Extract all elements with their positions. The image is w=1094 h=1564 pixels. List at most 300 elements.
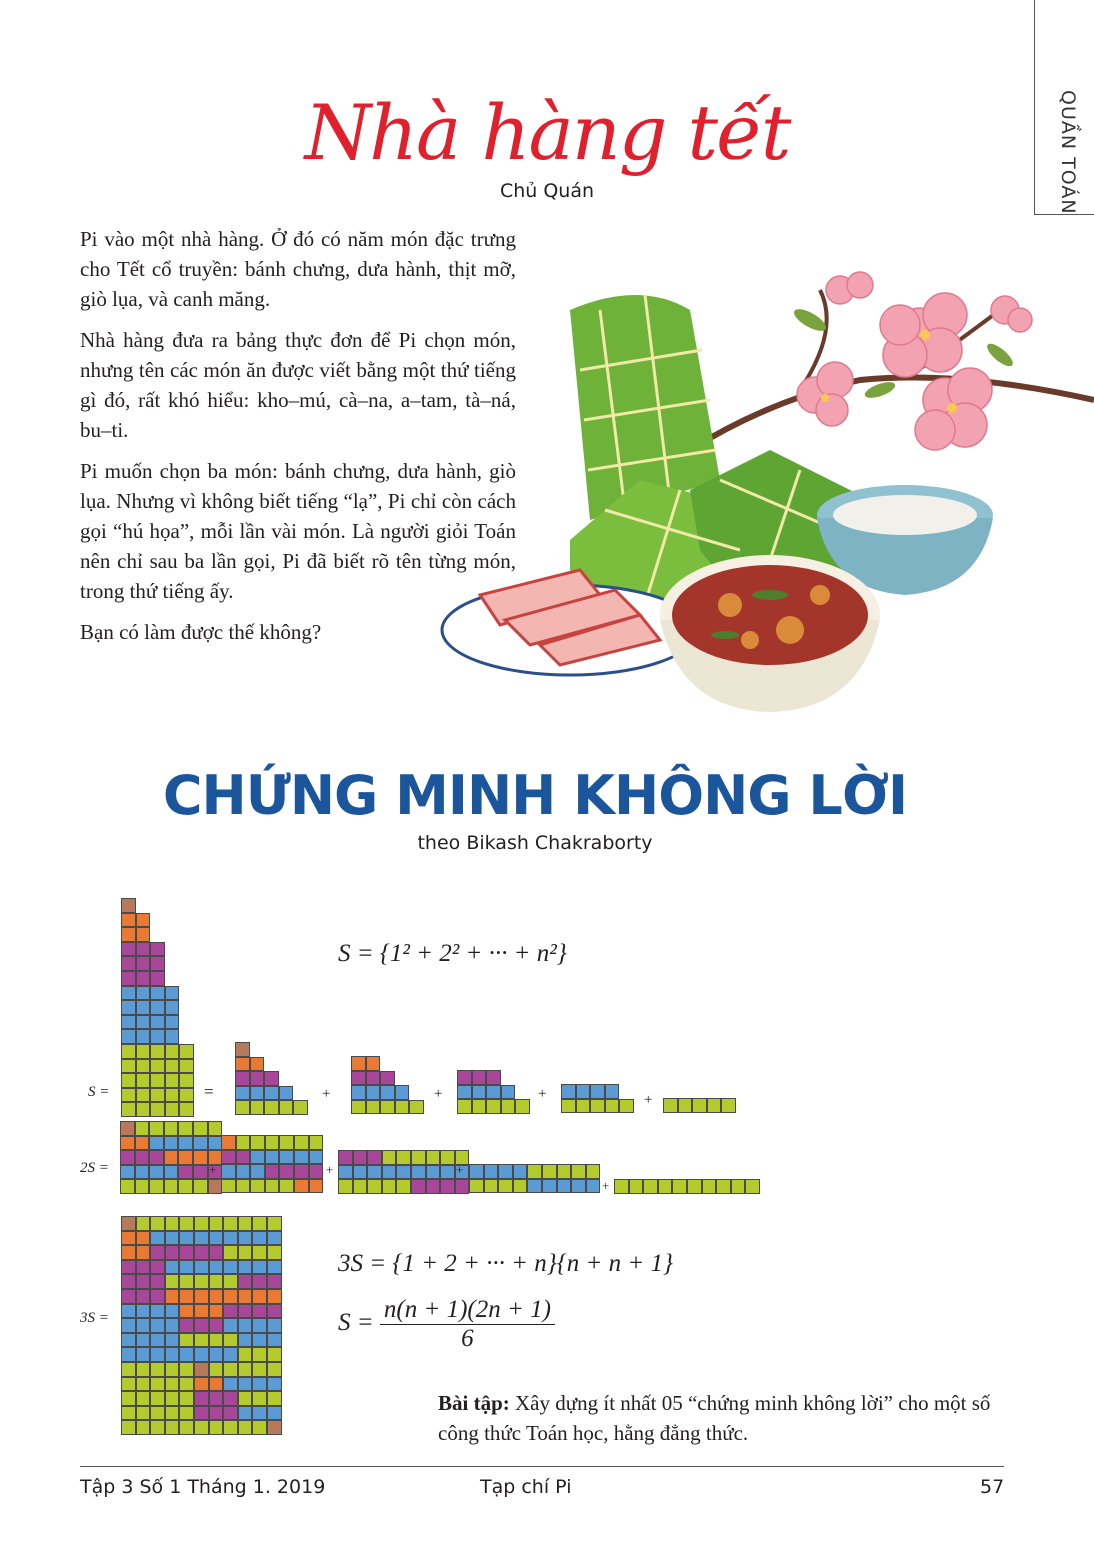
grid-cell	[193, 1150, 208, 1165]
grid-cell	[136, 971, 151, 986]
grid-cell	[136, 1289, 151, 1304]
grid-cell	[223, 1274, 238, 1289]
grid-cell	[658, 1179, 673, 1194]
grid-cell	[150, 1362, 165, 1377]
grid-cell	[221, 1135, 236, 1150]
grid-cell	[501, 1085, 516, 1100]
grid-cell	[221, 1164, 236, 1179]
grid-cell	[250, 1135, 265, 1150]
grid-cell	[121, 927, 136, 942]
grid-cell	[209, 1304, 224, 1319]
grid-cell	[380, 1085, 395, 1100]
grid-cell	[267, 1231, 282, 1246]
footer-rule	[80, 1466, 1004, 1467]
grid-cell	[721, 1098, 736, 1113]
grid-cell	[643, 1179, 658, 1194]
grid-cell	[561, 1099, 576, 1114]
grid-cell	[136, 1029, 151, 1044]
grid-cell	[223, 1245, 238, 1260]
grid-cell	[121, 1216, 136, 1231]
grid-cell	[121, 898, 136, 913]
paragraph: Pi vào một nhà hàng. Ở đó có năm món đặc trưng cho Tết cổ truyền: bánh chưng, dưa hành, thịt mỡ, giò lụa, và canh măng.	[80, 227, 516, 311]
grid-cell	[135, 1136, 150, 1151]
grid-cell	[382, 1165, 397, 1180]
grid-cell	[380, 1100, 395, 1115]
grid-cell	[179, 1318, 194, 1333]
exercise-text: Xây dựng ít nhất 05 “chứng minh không lời” cho một số công thức Toán học, hằng đẳng thức.	[438, 1391, 991, 1445]
label-3s: 3S =	[80, 1310, 109, 1326]
grid-cell	[221, 1150, 236, 1165]
tet-food-illustration	[440, 250, 1094, 720]
article-author: Chủ Quán	[499, 180, 595, 202]
grid-cell	[309, 1135, 324, 1150]
grid-cell	[267, 1216, 282, 1231]
exercise-label: Bài tập:	[438, 1391, 510, 1415]
grid-cell	[252, 1245, 267, 1260]
grid-cell	[238, 1406, 253, 1421]
grid-cell	[252, 1362, 267, 1377]
grid-cell	[223, 1377, 238, 1392]
label-2s: 2S =	[80, 1160, 109, 1176]
grid-cell	[411, 1179, 426, 1194]
grid-cell	[136, 1102, 151, 1117]
grid-cell	[380, 1071, 395, 1086]
grid-cell	[194, 1289, 209, 1304]
grid-cell	[395, 1085, 410, 1100]
grid-cell	[527, 1179, 542, 1194]
grid-cell	[338, 1165, 353, 1180]
grid-cell	[136, 1073, 151, 1088]
grid-cell	[165, 1333, 180, 1348]
grid-cell	[165, 1015, 180, 1030]
grid-cell	[120, 1136, 135, 1151]
grid-cell	[426, 1165, 441, 1180]
grid-cell	[366, 1100, 381, 1115]
grid-cell	[150, 1044, 165, 1059]
grid-cell	[194, 1377, 209, 1392]
grid-cell	[150, 1420, 165, 1435]
grid-cell	[179, 1216, 194, 1231]
grid-cell	[136, 913, 151, 928]
plus-sign: +	[322, 1086, 331, 1102]
grid-cell	[542, 1179, 557, 1194]
grid-cell	[179, 1274, 194, 1289]
grid-cell	[396, 1179, 411, 1194]
grid-cell	[194, 1406, 209, 1421]
grid-cell	[238, 1289, 253, 1304]
grid-cell	[223, 1391, 238, 1406]
grid-cell	[121, 1362, 136, 1377]
grid-cell	[619, 1099, 634, 1114]
grid-cell	[367, 1165, 382, 1180]
grid-cell	[121, 1000, 136, 1015]
grid-cell	[165, 1044, 180, 1059]
grid-cell	[571, 1179, 586, 1194]
grid-cell	[208, 1121, 223, 1136]
grid-cell	[121, 1044, 136, 1059]
grid-cell	[252, 1377, 267, 1392]
grid-cell	[209, 1245, 224, 1260]
grid-cell	[165, 1260, 180, 1275]
grid-cell	[209, 1318, 224, 1333]
grid-cell	[179, 1102, 194, 1117]
grid-cell	[209, 1216, 224, 1231]
grid-cell	[672, 1179, 687, 1194]
grid-cell	[165, 1391, 180, 1406]
grid-cell	[164, 1150, 179, 1165]
grid-cell	[238, 1347, 253, 1362]
grid-cell	[150, 1377, 165, 1392]
grid-cell	[150, 1391, 165, 1406]
grid-cell	[136, 1245, 151, 1260]
grid-cell	[663, 1098, 678, 1113]
plus-sign: +	[602, 1178, 610, 1193]
grid-cell	[236, 1150, 251, 1165]
grid-cell	[590, 1099, 605, 1114]
grid-cell	[194, 1245, 209, 1260]
grid-cell	[178, 1165, 193, 1180]
grid-cell	[235, 1057, 250, 1072]
grid-cell	[179, 1088, 194, 1103]
grid-cell	[293, 1100, 308, 1115]
grid-cell	[267, 1245, 282, 1260]
grid-cell	[165, 1102, 180, 1117]
grid-cell	[136, 1260, 151, 1275]
grid-cell	[267, 1377, 282, 1392]
grid-cell	[561, 1084, 576, 1099]
grid-cell	[250, 1071, 265, 1086]
grid-cell	[702, 1179, 717, 1194]
grid-cell	[165, 1347, 180, 1362]
grid-cell	[209, 1289, 224, 1304]
grid-cell	[267, 1318, 282, 1333]
grid-cell	[486, 1099, 501, 1114]
grid-cell	[150, 1347, 165, 1362]
grid-cell	[136, 1304, 151, 1319]
grid-cell	[411, 1165, 426, 1180]
grid-cell	[265, 1179, 280, 1194]
grid-cell	[121, 986, 136, 1001]
grid-cell	[209, 1347, 224, 1362]
grid-cell	[382, 1179, 397, 1194]
grid-cell	[149, 1121, 164, 1136]
grid-cell	[236, 1135, 251, 1150]
grid-cell	[150, 1260, 165, 1275]
grid-cell	[150, 1000, 165, 1015]
equals-sign: =	[204, 1082, 214, 1101]
plus-sign: +	[644, 1092, 653, 1108]
grid-cell	[223, 1231, 238, 1246]
grid-cell	[223, 1304, 238, 1319]
grid-cell	[264, 1086, 279, 1101]
grid-cell	[351, 1085, 366, 1100]
grid-cell	[179, 1420, 194, 1435]
grid-cell	[267, 1347, 282, 1362]
grid-cell	[209, 1406, 224, 1421]
grid-cell	[193, 1165, 208, 1180]
grid-cell	[294, 1135, 309, 1150]
grid-cell	[221, 1179, 236, 1194]
grid-cell	[136, 1406, 151, 1421]
grid-cell	[484, 1164, 499, 1179]
grid-cell	[150, 1015, 165, 1030]
grid-cell	[150, 956, 165, 971]
plus-sign: +	[209, 1162, 217, 1177]
grid-cell	[605, 1084, 620, 1099]
grid-cell	[194, 1274, 209, 1289]
grid-cell	[209, 1391, 224, 1406]
grid-cell	[252, 1318, 267, 1333]
grid-cell	[121, 1260, 136, 1275]
grid-cell	[179, 1406, 194, 1421]
grid-cell	[179, 1304, 194, 1319]
grid-cell	[252, 1333, 267, 1348]
grid-cell	[367, 1150, 382, 1165]
grid-cell	[457, 1085, 472, 1100]
grid-cell	[179, 1289, 194, 1304]
grid-cell	[136, 1333, 151, 1348]
grid-cell	[136, 1088, 151, 1103]
grid-cell	[235, 1071, 250, 1086]
grid-cell	[209, 1333, 224, 1348]
grid-cell	[121, 1304, 136, 1319]
grid-cell	[265, 1135, 280, 1150]
grid-cell	[165, 1000, 180, 1015]
section-tab-label: QUẦN TOÁN	[1057, 90, 1079, 215]
grid-cell	[484, 1179, 499, 1194]
grid-cell	[150, 1274, 165, 1289]
grid-cell	[455, 1179, 470, 1194]
grid-cell	[279, 1135, 294, 1150]
grid-cell	[338, 1179, 353, 1194]
grid-cell	[150, 986, 165, 1001]
grid-cell	[252, 1260, 267, 1275]
grid-cell	[223, 1420, 238, 1435]
grid-cell	[486, 1070, 501, 1085]
grid-cell	[501, 1099, 516, 1114]
grid-cell	[411, 1150, 426, 1165]
grid-cell	[120, 1150, 135, 1165]
grid-cell	[264, 1071, 279, 1086]
fraction-denominator: 6	[461, 1325, 474, 1352]
grid-cell	[136, 1044, 151, 1059]
grid-cell	[409, 1100, 424, 1115]
grid-cell	[136, 1015, 151, 1030]
plus-sign: +	[456, 1162, 464, 1177]
grid-cell	[223, 1406, 238, 1421]
grid-cell	[164, 1121, 179, 1136]
grid-cell	[165, 1059, 180, 1074]
grid-cell	[472, 1070, 487, 1085]
grid-cell	[121, 1059, 136, 1074]
grid-cell	[165, 1377, 180, 1392]
grid-cell	[527, 1164, 542, 1179]
grid-cell	[165, 1274, 180, 1289]
grid-cell	[382, 1150, 397, 1165]
grid-cell	[178, 1179, 193, 1194]
grid-cell	[223, 1333, 238, 1348]
plus-sign: +	[538, 1086, 547, 1102]
grid-cell	[136, 1216, 151, 1231]
grid-cell	[194, 1216, 209, 1231]
grid-cell	[121, 1029, 136, 1044]
proof-title: CHỨNG MINH KHÔNG LỜI	[162, 764, 908, 827]
grid-cell	[366, 1085, 381, 1100]
grid-cell	[165, 1231, 180, 1246]
grid-cell	[150, 942, 165, 957]
closed-form-formula	[338, 1296, 555, 1353]
grid-cell	[150, 1029, 165, 1044]
grid-cell	[590, 1084, 605, 1099]
grid-cell	[351, 1071, 366, 1086]
grid-cell	[165, 986, 180, 1001]
grid-cell	[194, 1231, 209, 1246]
grid-cell	[121, 942, 136, 957]
grid-cell	[678, 1098, 693, 1113]
grid-cell	[121, 1420, 136, 1435]
grid-cell	[366, 1056, 381, 1071]
grid-cell	[136, 1347, 151, 1362]
grid-cell	[426, 1179, 441, 1194]
grid-cell	[135, 1179, 150, 1194]
grid-cell	[150, 1245, 165, 1260]
grid-cell	[149, 1150, 164, 1165]
grid-cell	[294, 1164, 309, 1179]
grid-cell	[121, 1245, 136, 1260]
grid-cell	[614, 1179, 629, 1194]
grid-cell	[121, 1088, 136, 1103]
footer-issue: Tập 3 Số 1 Tháng 1. 2019	[80, 1476, 326, 1498]
grid-cell	[338, 1150, 353, 1165]
grid-cell	[208, 1136, 223, 1151]
grid-cell	[498, 1179, 513, 1194]
grid-cell	[121, 1347, 136, 1362]
plus-sign: +	[434, 1086, 443, 1102]
grid-cell	[440, 1165, 455, 1180]
grid-cell	[121, 913, 136, 928]
grid-cell	[238, 1231, 253, 1246]
grid-cell	[469, 1179, 484, 1194]
grid-cell	[223, 1347, 238, 1362]
grid-cell	[279, 1179, 294, 1194]
grid-cell	[208, 1179, 223, 1194]
grid-cell	[165, 1420, 180, 1435]
grid-cell	[252, 1347, 267, 1362]
grid-cell	[279, 1086, 294, 1101]
grid-cell	[238, 1391, 253, 1406]
grid-cell	[165, 1406, 180, 1421]
grid-cell	[731, 1179, 746, 1194]
grid-cell	[586, 1179, 601, 1194]
grid-cell	[250, 1164, 265, 1179]
grid-cell	[121, 956, 136, 971]
plus-sign: +	[326, 1162, 334, 1177]
grid-cell	[121, 1231, 136, 1246]
grid-cell	[353, 1179, 368, 1194]
grid-cell	[209, 1362, 224, 1377]
grid-cell	[165, 1289, 180, 1304]
grid-cell	[121, 1289, 136, 1304]
grid-cell	[136, 927, 151, 942]
grid-cell	[150, 971, 165, 986]
fraction	[380, 1296, 555, 1353]
grid-cell	[279, 1100, 294, 1115]
grid-cell	[121, 1377, 136, 1392]
grid-cell	[235, 1042, 250, 1057]
grid-cell	[687, 1179, 702, 1194]
grid-cell	[165, 1304, 180, 1319]
grid-cell	[279, 1150, 294, 1165]
grid-cell	[150, 1406, 165, 1421]
grid-cell	[194, 1391, 209, 1406]
grid-cell	[149, 1165, 164, 1180]
grid-cell	[513, 1179, 528, 1194]
grid-cell	[179, 1073, 194, 1088]
grid-cell	[309, 1150, 324, 1165]
grid-cell	[267, 1260, 282, 1275]
label-s: S =	[88, 1084, 110, 1100]
grid-cell	[165, 1362, 180, 1377]
grid-cell	[150, 1073, 165, 1088]
grid-cell	[121, 1102, 136, 1117]
grid-cell	[209, 1231, 224, 1246]
grid-cell	[353, 1165, 368, 1180]
grid-cell	[149, 1136, 164, 1151]
grid-cell	[194, 1420, 209, 1435]
grid-cell	[136, 986, 151, 1001]
grid-cell	[179, 1377, 194, 1392]
grid-cell	[250, 1150, 265, 1165]
grid-cell	[586, 1164, 601, 1179]
grid-cell	[238, 1420, 253, 1435]
grid-cell	[120, 1179, 135, 1194]
grid-cell	[120, 1121, 135, 1136]
grid-cell	[267, 1274, 282, 1289]
grid-cell	[498, 1164, 513, 1179]
grid-cell	[267, 1406, 282, 1421]
grid-cell	[426, 1150, 441, 1165]
grid-cell	[193, 1121, 208, 1136]
grid-cell	[194, 1362, 209, 1377]
grid-cell	[252, 1231, 267, 1246]
grid-cell	[223, 1362, 238, 1377]
grid-cell	[165, 1073, 180, 1088]
grid-cell	[252, 1420, 267, 1435]
grid-cell	[121, 1406, 136, 1421]
grid-cell	[440, 1150, 455, 1165]
grid-cell	[396, 1150, 411, 1165]
grid-cell	[238, 1333, 253, 1348]
grid-cell	[396, 1165, 411, 1180]
grid-cell	[121, 1073, 136, 1088]
grid-cell	[457, 1099, 472, 1114]
grid-cell	[121, 1274, 136, 1289]
grid-cell	[235, 1086, 250, 1101]
grid-cell	[265, 1164, 280, 1179]
grid-cell	[135, 1150, 150, 1165]
grid-cell	[150, 1289, 165, 1304]
grid-cell	[136, 1318, 151, 1333]
grid-cell	[366, 1071, 381, 1086]
grid-cell	[150, 1333, 165, 1348]
grid-cell	[252, 1274, 267, 1289]
grid-cell	[309, 1164, 324, 1179]
grid-cell	[178, 1136, 193, 1151]
grid-cell	[179, 1347, 194, 1362]
grid-cell	[179, 1260, 194, 1275]
grid-cell	[150, 1088, 165, 1103]
grid-cell	[486, 1085, 501, 1100]
